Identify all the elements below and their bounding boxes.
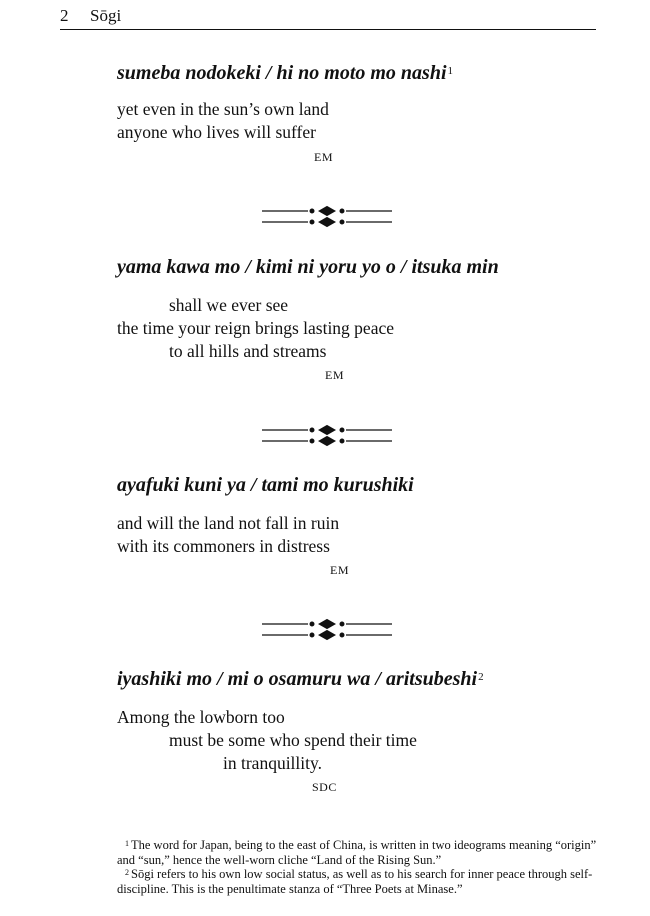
translation-line: yet even in the sun’s own land	[117, 99, 329, 119]
page-header	[60, 4, 596, 30]
translation	[117, 294, 597, 363]
translator-initials: EM	[325, 368, 344, 382]
romanized-verse: sumeba nodokeki / hi no moto mo nashi$^1$	[117, 62, 454, 84]
translation-line: must be some who spend their time	[169, 730, 417, 750]
section-ornament	[262, 422, 392, 448]
translation-line: in tranquillity.	[223, 753, 322, 773]
footnotes	[117, 838, 597, 896]
translation-line: shall we ever see	[169, 295, 289, 315]
translator-initials: EM	[330, 563, 349, 577]
romanized-verse: yama kawa mo / kimi ni yoru yo o / itsuka min	[117, 256, 499, 278]
footnote-ref[interactable]: 1	[447, 65, 454, 77]
translator-initials: EM	[314, 150, 333, 164]
running-head: Sōgi	[90, 6, 122, 25]
romanized-verse: iyashiki mo / mi o osamuru wa / aritsubeshi$^2$	[117, 668, 484, 690]
translation-line: Among the lowborn too	[117, 707, 285, 727]
romanized-verse: ayafuki kuni ya / tami mo kurushiki	[117, 474, 414, 496]
stanza-2	[117, 256, 597, 382]
translation-line: anyone who lives will suffer	[117, 122, 316, 142]
translation	[117, 706, 597, 775]
footnote-ref[interactable]: 2	[478, 671, 484, 683]
translator-initials: SDC	[312, 780, 337, 794]
section-ornament	[262, 203, 392, 229]
translation	[117, 512, 597, 558]
translation-line: and will the land not fall in ruin	[117, 513, 340, 533]
translation-line: the time your reign brings lasting peace	[117, 318, 395, 338]
footnote-1: $^1$ The word for Japan, being to the east of China, is written in two ideograms meaning “origin” and “sun,” hence the well-worn cliche “Land of the Rising Sun.”	[117, 838, 597, 867]
page-number: 2	[60, 6, 69, 25]
translation	[117, 98, 597, 144]
stanza-3	[117, 474, 597, 577]
header-rule	[60, 29, 596, 30]
translation-line: with its commoners in distress	[117, 536, 330, 556]
section-ornament	[262, 616, 392, 642]
stanza-4	[117, 668, 597, 794]
translation-line: to all hills and streams	[169, 341, 327, 361]
stanza-1	[117, 62, 597, 164]
footnote-2: $^2$ Sōgi refers to his own low social status, as well as to his search for inner peace through self-discipline. This is the penultimate stanza of “Three Poets at Minase.”	[117, 867, 593, 896]
